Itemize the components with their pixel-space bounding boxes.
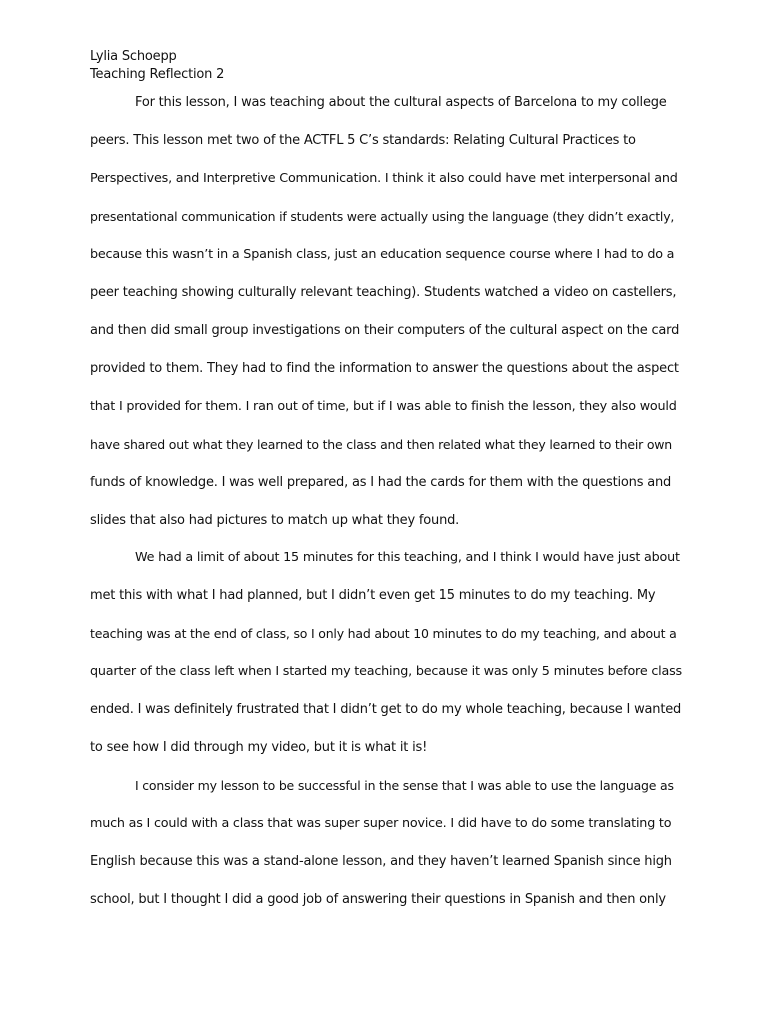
document-title: Teaching Reflection 2	[90, 67, 225, 82]
document-header	[90, 48, 224, 84]
body-line: teaching was at the end of class, so I only had about 10 minutes to do my teaching, and about a	[90, 626, 677, 641]
body-line: quarter of the class left when I started my teaching, because it was only 5 minutes before class	[90, 664, 682, 679]
body-line: ended. I was definitely frustrated that I didn’t get to do my whole teaching, because I wanted	[90, 702, 682, 717]
body-line: peer teaching showing culturally relevant teaching). Students watched a video on castellers,	[90, 285, 677, 300]
body-line: have shared out what they learned to the class and then related what they learned to their own	[90, 437, 673, 452]
body-line: slides that also had pictures to match up what they found.	[90, 513, 460, 528]
body-line: English because this was a stand-alone lesson, and they haven’t learned Spanish since high	[90, 854, 672, 869]
body-line: peers. This lesson met two of the ACTFL 5 C’s standards: Relating Cultural Practices to	[90, 133, 636, 148]
body-line: much as I could with a class that was super super novice. I did have to do some translating to	[90, 816, 672, 831]
body-line: For this lesson, I was teaching about the cultural aspects of Barcelona to my college	[135, 95, 667, 110]
body-line: because this wasn’t in a Spanish class, just an education sequence course where I had to do a	[90, 247, 675, 262]
body-line: We had a limit of about 15 minutes for this teaching, and I think I would have just about	[135, 550, 680, 565]
body-line: I consider my lesson to be successful in the sense that I was able to use the language as	[135, 778, 674, 793]
body-line: Perspectives, and Interpretive Communication. I think it also could have met interpersonal and	[90, 171, 678, 186]
author-name: Lylia Schoepp	[90, 49, 177, 64]
body-line: that I provided for them. I ran out of time, but if I was able to finish the lesson, they also would	[90, 399, 677, 414]
body-line: funds of knowledge. I was well prepared, as I had the cards for them with the questions and	[90, 475, 672, 490]
body-line: provided to them. They had to find the information to answer the questions about the aspect	[90, 361, 679, 376]
body-line: to see how I did through my video, but it is what it is!	[90, 740, 428, 755]
body-line: and then did small group investigations on their computers of the cultural aspect on the card	[90, 323, 680, 338]
body-line: met this with what I had planned, but I didn’t even get 15 minutes to do my teaching. My	[90, 588, 656, 603]
body-line: presentational communication if students were actually using the language (they didn’t exactly,	[90, 209, 675, 224]
body-line: school, but I thought I did a good job of answering their questions in Spanish and then only	[90, 892, 666, 907]
